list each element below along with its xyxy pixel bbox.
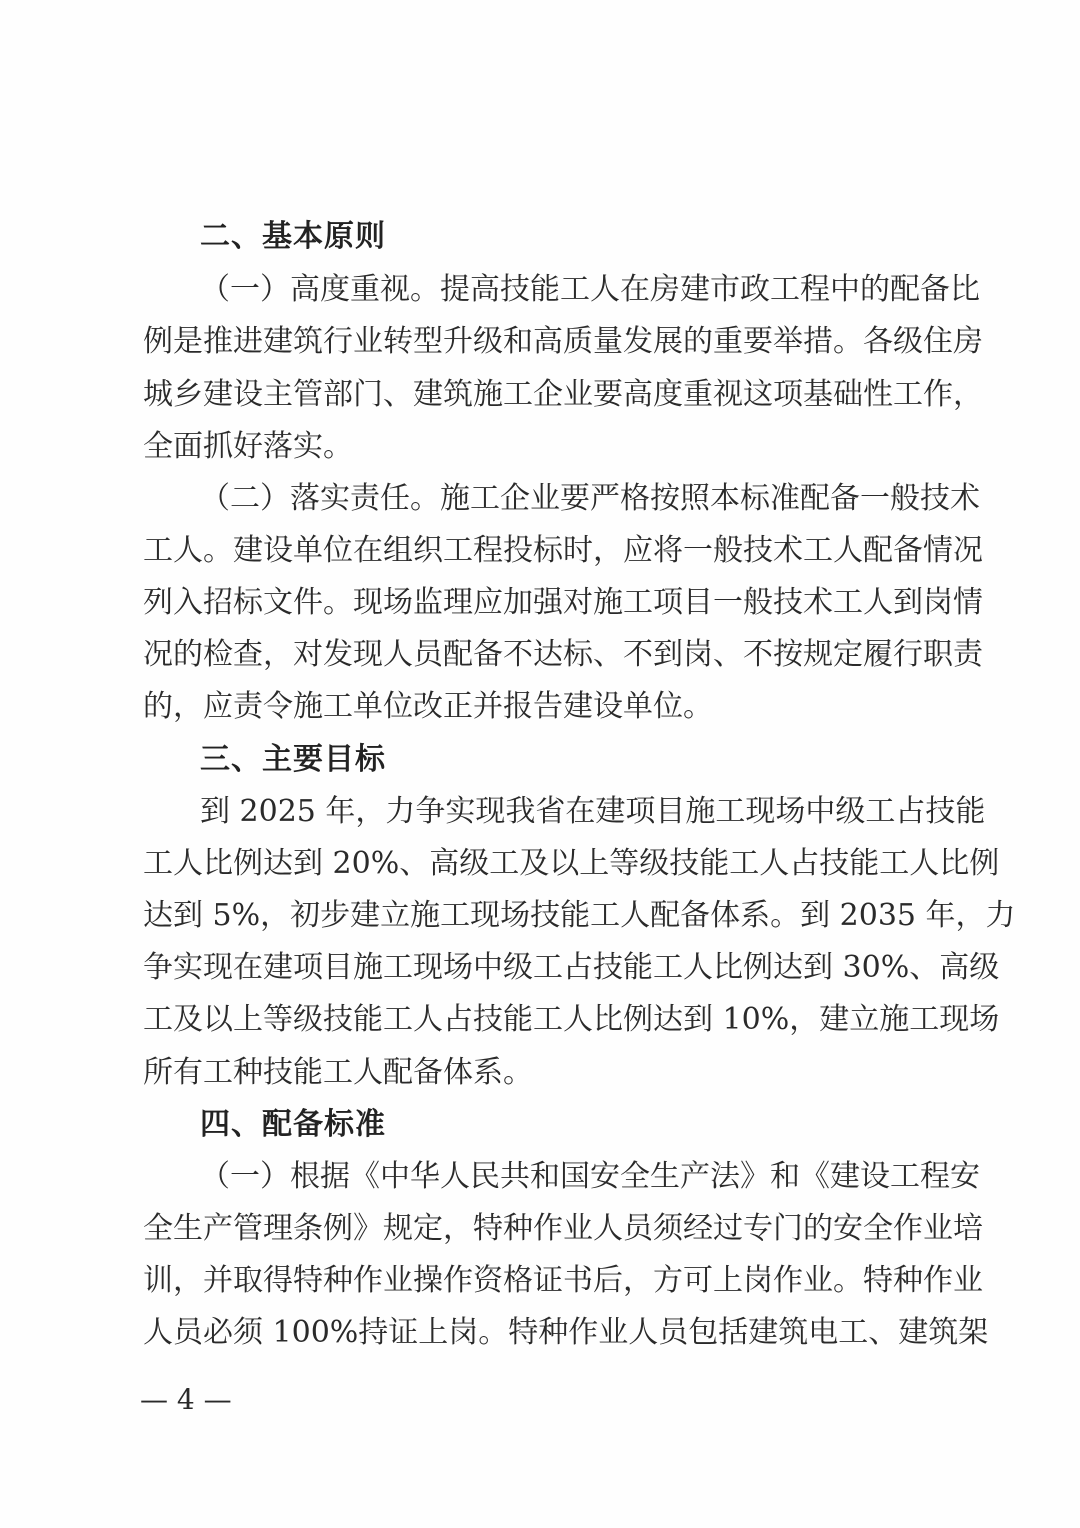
page-number: — 4 — xyxy=(140,1383,232,1416)
paragraph-line: 例是推进建筑行业转型升级和高质量发展的重要举措。各级住房 xyxy=(143,324,983,359)
paragraph-line: 所有工种技能工人配备体系。 xyxy=(143,1055,533,1090)
section-heading-staffing-standards: 四、配备标准 xyxy=(200,1107,386,1142)
paragraph-line: 全生产管理条例》规定，特种作业人员须经过专门的安全作业培 xyxy=(143,1211,983,1246)
section-heading-basic-principles: 二、基本原则 xyxy=(200,219,386,254)
section-heading-main-goals: 三、主要目标 xyxy=(200,742,386,777)
paragraph-line: 工及以上等级技能工人占技能工人比例达到 10%，建立施工现场 xyxy=(143,1002,1000,1037)
paragraph-line: 工人比例达到 20%、高级工及以上等级技能工人占技能工人比例 xyxy=(143,846,1000,881)
paragraph-line: 况的检查，对发现人员配备不达标、不到岗、不按规定履行职责 xyxy=(143,637,983,672)
paragraph-line: 争实现在建项目施工现场中级工占技能工人比例达到 30%、高级 xyxy=(143,950,1000,985)
paragraph-line: 列入招标文件。现场监理应加强对施工项目一般技术工人到岗情 xyxy=(143,585,983,620)
paragraph-line: 的，应责令施工单位改正并报告建设单位。 xyxy=(143,689,713,724)
paragraph-line: 人员必须 100%持证上岗。特种作业人员包括建筑电工、建筑架 xyxy=(143,1315,989,1350)
paragraph-line: 训，并取得特种作业操作资格证书后，方可上岗作业。特种作业 xyxy=(143,1263,983,1298)
paragraph-line: （一）高度重视。提高技能工人在房建市政工程中的配备比 xyxy=(200,272,980,307)
paragraph-line: 城乡建设主管部门、建筑施工企业要高度重视这项基础性工作， xyxy=(143,377,983,412)
paragraph-line: （一）根据《中华人民共和国安全生产法》和《建设工程安 xyxy=(200,1159,980,1194)
paragraph-line: （二）落实责任。施工企业要严格按照本标准配备一般技术 xyxy=(200,481,980,516)
paragraph-line: 达到 5%，初步建立施工现场技能工人配备体系。到 2035 年，力 xyxy=(143,898,1016,933)
paragraph-line: 到 2025 年，力争实现我省在建项目施工现场中级工占技能 xyxy=(200,794,986,829)
paragraph-line: 工人。建设单位在组织工程投标时，应将一般技术工人配备情况 xyxy=(143,533,983,568)
paragraph-line: 全面抓好落实。 xyxy=(143,429,353,464)
